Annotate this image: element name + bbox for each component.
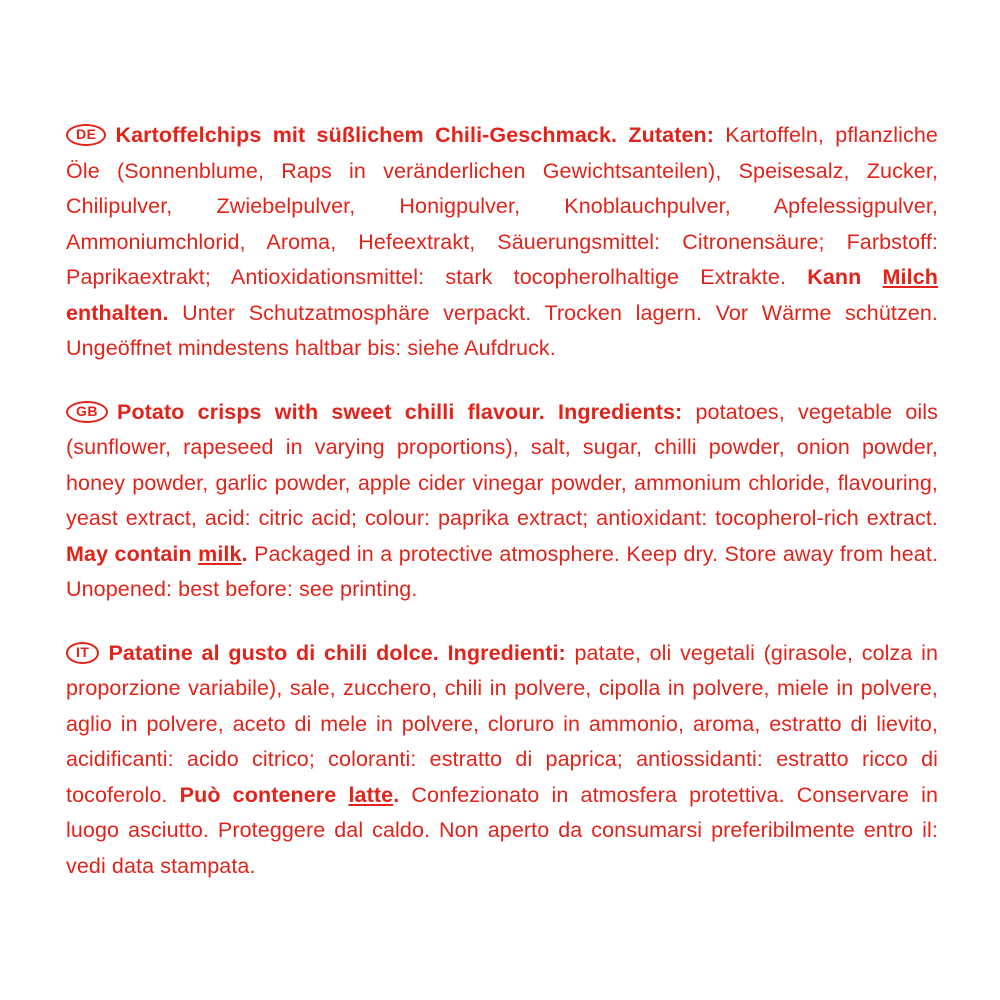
allergen-underlined-gb: milk: [198, 541, 242, 566]
ingredients-text-it: patate, oli vegetali (girasole, colza in proporzione variabile), sale, zucchero, chili in polvere, cipolla in polvere, miele in polvere, aglio in polvere, aceto di mele in polvere, cloruro in ammonio, aroma, estratto di lievito, acidificanti: acido citrico; coloranti: estratto di paprica; antiossidanti: estratto ricco di tocoferolo.: [66, 640, 939, 807]
ingredients-label-de: Zutaten:: [628, 123, 714, 147]
ingredients-label-gb: Ingredients:: [558, 399, 683, 424]
paragraph-de: [66, 118, 938, 367]
storage-text-it: Confezionato in atmosfera protettiva. Conservare in luogo asciutto. Proteggere dal caldo. Non aperto da consumarsi preferibilmente entro il: vedi data stampata.: [66, 782, 938, 878]
language-badge-gb: GB: [66, 401, 108, 423]
product-heading-it: Patatine al gusto di chili dolce.: [108, 640, 439, 665]
allergen-suffix-gb: .: [241, 541, 248, 566]
allergen-prefix-it: Può contenere: [179, 782, 337, 807]
allergen-prefix-gb: May contain: [66, 541, 192, 566]
paragraph-gb: [66, 395, 938, 608]
allergen-suffix-it: .: [393, 782, 400, 807]
allergen-suffix-de: enthalten.: [66, 300, 169, 325]
allergen-prefix-de: Kann: [807, 265, 862, 289]
storage-text-gb: Packaged in a protective atmosphere. Keep dry. Store away from heat. Unopened: best before: see printing.: [66, 541, 939, 601]
language-block-gb: [66, 395, 938, 608]
allergen-underlined-de: Milch: [882, 265, 938, 289]
language-badge-it: IT: [66, 642, 99, 664]
ingredients-label-it: Ingredienti:: [447, 640, 566, 665]
language-badge-de: DE: [66, 124, 106, 146]
storage-text-de: Unter Schutzatmosphäre verpackt. Trocken lagern. Vor Wärme schützen. Ungeöffnet mindestens haltbar bis: siehe Aufdruck.: [66, 300, 938, 360]
language-block-it: [66, 636, 938, 885]
paragraph-it: [66, 636, 938, 885]
allergen-underlined-it: latte: [348, 782, 394, 807]
product-heading-de: Kartoffelchips mit süßlichem Chili-Geschmack.: [115, 123, 618, 147]
ingredients-text-gb: potatoes, vegetable oils (sunflower, rapeseed in varying proportions), salt, sugar, chilli powder, onion powder, honey powder, garlic powder, apple cider vinegar powder, ammonium chloride, flavouring, yeast extract, acid: citric acid; colour: paprika extract; antioxidant: tocopherol-rich extract.: [66, 399, 938, 530]
product-heading-gb: Potato crisps with sweet chilli flavour.: [117, 399, 545, 424]
ingredients-text-de: Kartoffeln, pflanzliche Öle (Sonnenblume, Raps in veränderlichen Gewichtsanteilen), Speisesalz, Zucker, Chilipulver, Zwiebelpulver, Honigpulver, Knoblauchpulver, Apfelessigpulver, Ammoniumchlorid, Aroma, Hefeextrakt, Säuerungsmittel: Citronensäure; Farbstoff: Paprikaextrakt; Antioxidationsmittel: stark tocopherolhaltige Extrakte.: [66, 123, 938, 289]
language-block-de: [66, 118, 938, 367]
